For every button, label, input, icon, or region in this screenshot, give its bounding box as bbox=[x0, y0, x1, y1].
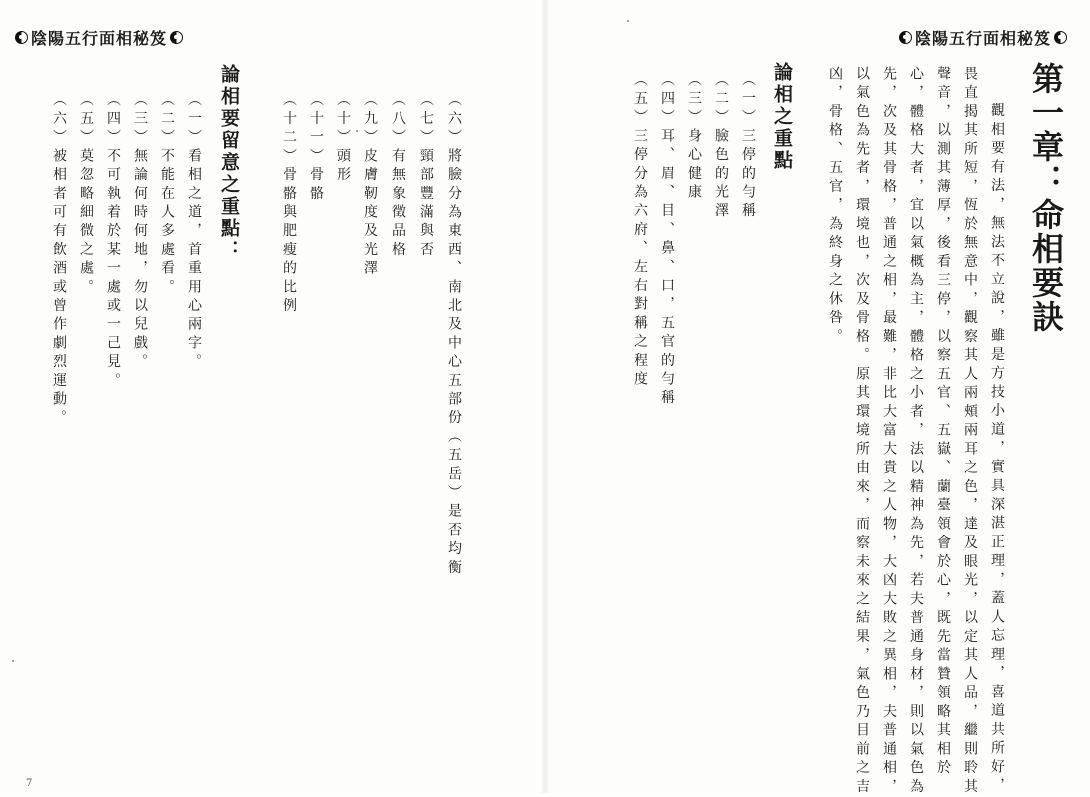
left-header-title: 陰陽五行面相秘笈 bbox=[31, 29, 168, 48]
yin-yang-icon bbox=[170, 31, 183, 44]
list-item: （二）不能在人多處看。 bbox=[159, 92, 175, 298]
right-page bbox=[545, 0, 1090, 793]
list-item: （十）頭形 bbox=[335, 92, 351, 186]
right-running-header bbox=[896, 26, 1070, 49]
scan-speck bbox=[356, 130, 358, 132]
book-gutter bbox=[541, 0, 549, 793]
list-item: （四）不可執着於某一處或一己見。 bbox=[105, 92, 121, 392]
list-item: （四）耳、眉、目、鼻、口，五官的勻稱 bbox=[659, 72, 675, 409]
scan-speck bbox=[627, 20, 629, 22]
list-item: （三）無論何時何地，勿以兒戲。 bbox=[132, 92, 148, 373]
list-item: （二）臉色的光澤 bbox=[713, 72, 729, 222]
yin-yang-icon bbox=[1054, 31, 1067, 44]
list-item: （三）身心健康 bbox=[686, 72, 702, 203]
list-item: （一）三停的勻稱 bbox=[740, 72, 756, 222]
body-column: 畏直揭其所短，恆於無意中，觀察其人兩頰兩耳之色，達及眼光，以定其人品，繼則聆其 bbox=[962, 66, 978, 797]
body-column: 以氣色為先者，環境也，次及骨格。原其環境所由來，而察未來之結果，氣色乃目前之吉 bbox=[854, 66, 870, 797]
scan-speck bbox=[12, 660, 14, 662]
yin-yang-icon bbox=[899, 31, 912, 44]
left-running-header bbox=[12, 26, 186, 49]
list-item: （九）皮膚靭度及光澤 bbox=[362, 92, 378, 279]
body-column: 凶，骨格、五官，為終身之休咎。 bbox=[827, 66, 843, 348]
yin-yang-icon bbox=[15, 31, 28, 44]
list-item: （六）被相者可有飲酒或曾作劇烈運動。 bbox=[51, 92, 67, 429]
body-column: 先，次及其骨格，普通之相，最難，非比大富大貴之人物，大凶大敗之異相，夫普通相， bbox=[881, 66, 897, 797]
body-column: 心，體格大者，宜以氣概為主，體格之小者，法以精神為先，若夫普通身材，則以氣色為 bbox=[908, 66, 924, 797]
list-item: （五）三停分為六府、左右對稱之程度 bbox=[632, 72, 648, 390]
chapter-title: 第一章：命相要訣 bbox=[1027, 62, 1065, 334]
right-header-title: 陰陽五行面相秘笈 bbox=[915, 29, 1052, 48]
list-item: （六）將臉分為東西、南北及中心五部份（五岳）是否均衡 bbox=[446, 92, 462, 579]
body-column: 聲音，以測其薄厚，後看三停，以察五官、五嶽、蘭臺領會於心，既先當贊領略其相於 bbox=[935, 66, 951, 779]
section-heading: 論相之重點 bbox=[771, 62, 793, 172]
list-item: （十一）骨骼 bbox=[308, 92, 324, 205]
body-column: 觀相要有法，無法不立說，雖是方技小道，實具深湛正理，蓋人忘理，喜道共所好， bbox=[989, 84, 1005, 797]
list-item: （七）頸部豐滿與否 bbox=[418, 92, 434, 261]
section-heading: 論相要留意之重點： bbox=[218, 64, 240, 262]
list-item: （一）看相之道，首重用心兩字。 bbox=[186, 92, 202, 373]
list-item: （八）有無象徵品格 bbox=[390, 92, 406, 261]
page-number: 7 bbox=[26, 778, 33, 789]
list-item: （十二）骨骼與肥瘦的比例 bbox=[281, 92, 297, 317]
list-item: （五）莫忽略細微之處。 bbox=[78, 92, 94, 298]
